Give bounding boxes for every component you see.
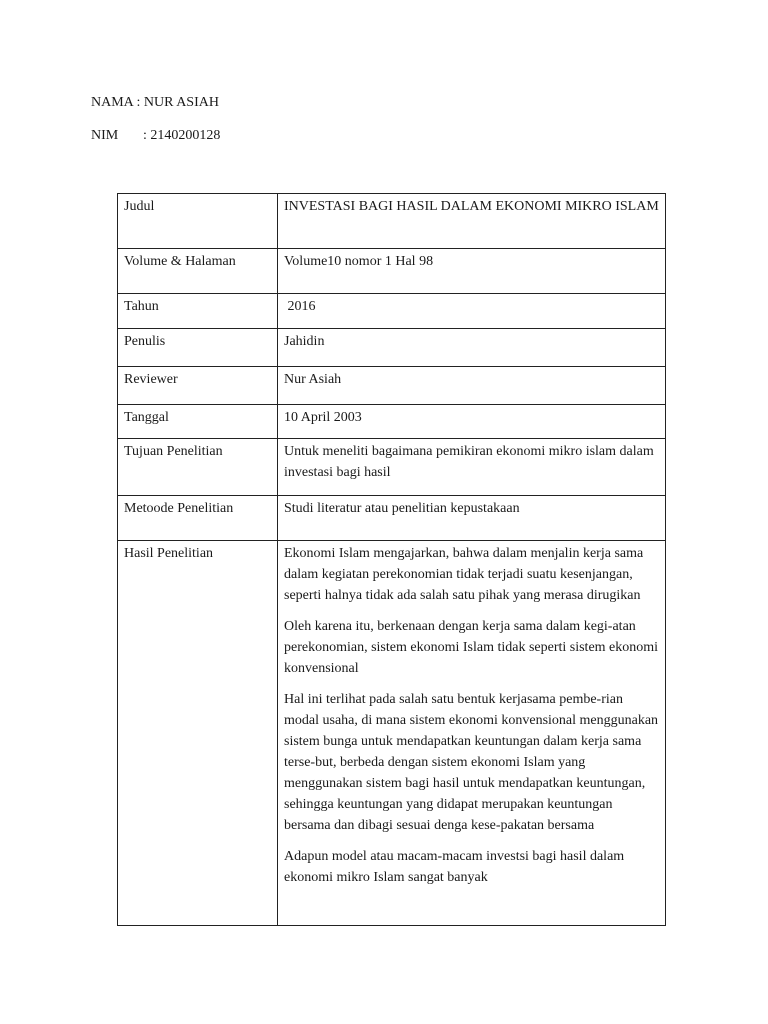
table-row: [118, 405, 666, 439]
row-value-metode: Studi literatur atau penelitian kepustakaan: [278, 496, 666, 541]
nim-value: : 2140200128: [143, 128, 221, 143]
table-row: [118, 439, 666, 496]
name-value: NUR ASIAH: [143, 95, 219, 110]
hasil-paragraph: Ekonomi Islam mengajarkan, bahwa dalam menjalin kerja sama dalam kegiatan perekonomian tidak terjadi suatu kesenjangan, seperti halnya tidak ada salah satu pihak yang merasa dirugikan: [284, 546, 644, 603]
row-key-penulis: Penulis: [118, 329, 278, 367]
row-value-reviewer: Nur Asiah: [278, 367, 666, 405]
row-key-tujuan: Tujuan Penelitian: [118, 439, 278, 496]
row-key-tahun: Tahun: [118, 294, 278, 329]
row-value-tahun: 2016: [278, 294, 666, 329]
hasil-paragraph: Oleh karena itu, berkenaan dengan kerja sama dalam kegi-atan perekonomian, sistem ekonomi Islam tidak seperti sistem ekonomi konvensional: [284, 619, 659, 676]
hasil-paragraph: Hal ini terlihat pada salah satu bentuk kerjasama pembe-rian modal usaha, di mana sistem ekonomi konvensional menggunakan sistem bunga untuk mendapatkan keuntungan dalam kerja sama terse-but, berbeda dengan sistem ekonomi Islam yang menggunakan sistem bagi hasil untuk mendapatkan keuntungan, sehingga keuntungan yang didapat merupakan keuntungan bersama dan dibagi sesuai denga kese-pakatan bersama: [284, 692, 659, 833]
name-label: NAMA :: [91, 95, 144, 110]
journal-review-table: [117, 193, 666, 926]
row-key-reviewer: Reviewer: [118, 367, 278, 405]
row-value-hasil: [278, 541, 666, 926]
row-value-tujuan: Untuk meneliti bagaimana pemikiran ekonomi mikro islam dalam investasi bagi hasil: [278, 439, 666, 496]
row-value-judul: INVESTASI BAGI HASIL DALAM EKONOMI MIKRO ISLAM: [278, 194, 666, 249]
student-name-line: [91, 94, 219, 112]
row-key-tanggal: Tanggal: [118, 405, 278, 439]
table-row: [118, 496, 666, 541]
table-row: [118, 329, 666, 367]
row-key-judul: Judul: [118, 194, 278, 249]
row-key-volume: Volume & Halaman: [118, 249, 278, 294]
row-value-tanggal: 10 April 2003: [278, 405, 666, 439]
row-key-hasil: Hasil Penelitian: [118, 541, 278, 926]
nim-label: NIM: [91, 128, 119, 143]
table-row: [118, 541, 666, 926]
row-value-volume: Volume10 nomor 1 Hal 98: [278, 249, 666, 294]
table-row: [118, 249, 666, 294]
table-row: [118, 294, 666, 329]
table-row: [118, 367, 666, 405]
row-value-penulis: Jahidin: [278, 329, 666, 367]
student-nim-line: [91, 127, 220, 145]
table-row: [118, 194, 666, 249]
hasil-paragraph: Adapun model atau macam-macam investsi bagi hasil dalam ekonomi mikro Islam sangat banyak: [284, 849, 625, 885]
row-key-metode: Metoode Penelitian: [118, 496, 278, 541]
